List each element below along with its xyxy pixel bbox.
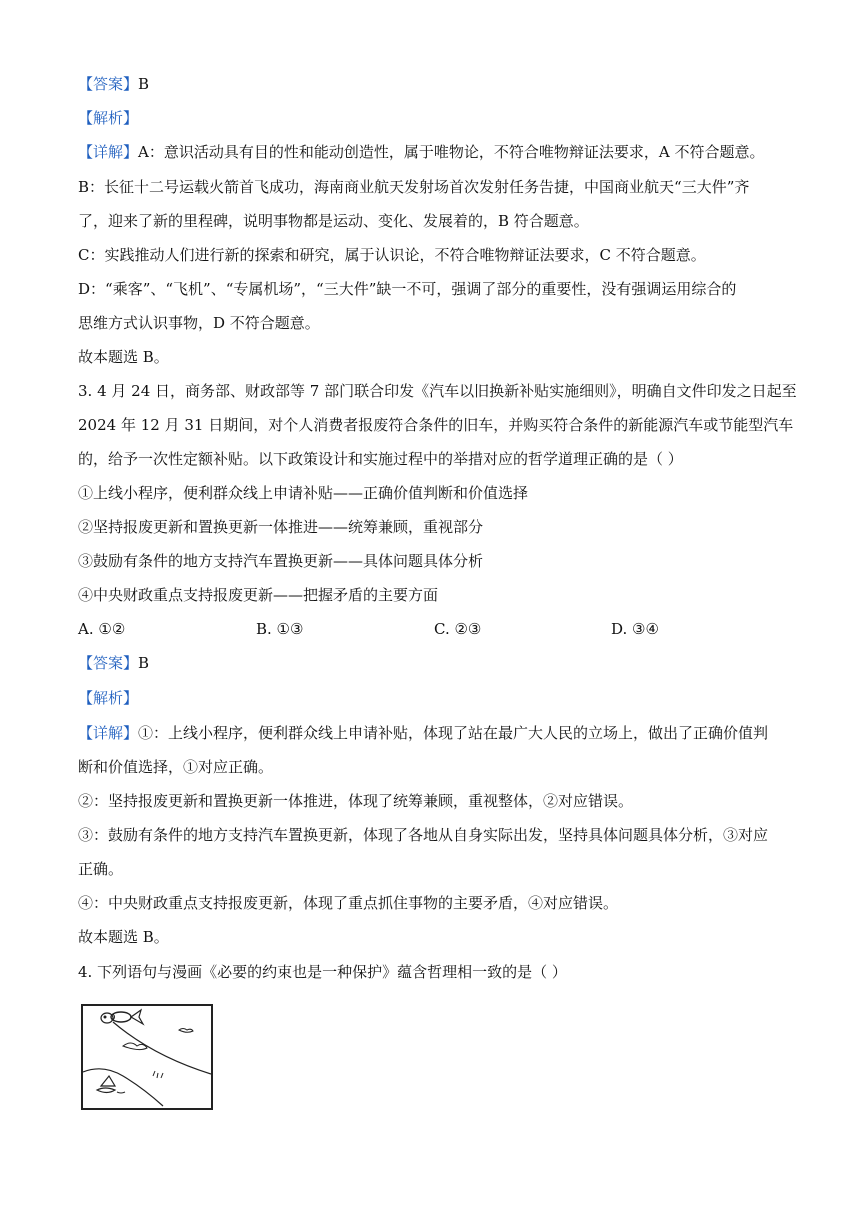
statement-item: ④中央财政重点支持报废更新——把握矛盾的主要方面: [78, 586, 439, 604]
detail-text: B：长征十二号运载火箭首飞成功，海南商业航天发射场首次发射任务告捷，中国商业航天“三大件”齐: [78, 178, 750, 196]
statement-item: ③鼓励有条件的地方支持汽车置换更新——具体问题具体分析: [78, 552, 484, 570]
conclusion-text: 故本题选 B。: [78, 348, 169, 366]
detail-text: ④：中央财政重点支持报废更新，体现了重点抓住事物的主要矛盾，④对应错误。: [78, 894, 619, 912]
answer-tag: 【答案】: [78, 75, 139, 93]
answer-line: [78, 653, 790, 673]
statement-item: ①上线小程序，便利群众线上申请补贴——正确价值判断和价值选择: [78, 484, 529, 502]
fallen-kite-icon: [97, 1076, 125, 1093]
detail-tag: 【详解】: [78, 724, 139, 742]
hill: [83, 1069, 163, 1106]
detail-line: 【详解】A：意识活动具有目的性和能动创造性，属于唯物论，不符合唯物辩证法要求，A 不符合题意。: [78, 143, 765, 161]
detail-text: ③：鼓励有条件的地方支持汽车置换更新，体现了各地从自身实际出发，坚持具体问题具体分析，③对应: [78, 826, 769, 844]
answer-value: B: [138, 75, 150, 93]
answer-value: B: [138, 654, 150, 672]
answer-line: [78, 74, 790, 94]
option-b: B. ①③: [256, 620, 304, 638]
detail-text: 正确。: [78, 860, 124, 878]
analysis-tag: 【解析】: [78, 689, 139, 707]
detail-text: 了，迎来了新的里程碑，说明事物都是运动、变化、发展着的，B 符合题意。: [78, 212, 589, 230]
question-stem: 的，给予一次性定额补贴。以下政策设计和实施过程中的举措对应的哲学道理正确的是（ ）: [78, 450, 683, 468]
statement-item: ②坚持报废更新和置换更新一体推进——统筹兼顾，重视部分: [78, 518, 484, 536]
option-c: C. ②③: [434, 620, 482, 638]
detail-line: 【详解】①：上线小程序，便利群众线上申请补贴，体现了站在最广大人民的立场上，做出了正确价值判: [78, 724, 769, 742]
detail-text: 思维方式认识事物，D 不符合题意。: [78, 314, 320, 332]
question-stem: 2024 年 12 月 31 日期间，对个人消费者报废符合条件的旧车，并购买符合条件的新能源汽车或节能型汽车: [78, 416, 794, 434]
detail-text: 断和价值选择，①对应正确。: [78, 758, 274, 776]
comic-drawing: [83, 1006, 211, 1108]
grass: [153, 1071, 163, 1078]
question-stem: 3. 4 月 24 日，商务部、财政部等 7 部门联合印发《汽车以旧换新补贴实施细则》，明确自文件印发之日起至: [78, 382, 797, 400]
analysis-tag: 【解析】: [78, 109, 139, 127]
detail-text: ②：坚持报废更新和置换更新一体推进，体现了统筹兼顾，重视整体，②对应错误。: [78, 792, 634, 810]
comic-illustration: [81, 1004, 213, 1110]
answer-tag: 【答案】: [78, 654, 139, 672]
conclusion-text: 故本题选 B。: [78, 928, 169, 946]
detail-text: D：“乘客”、“飞机”、“专属机场”，“三大件”缺一不可，强调了部分的重要性，没有强调运用综合的: [78, 280, 737, 298]
detail-tag: 【详解】: [78, 143, 139, 161]
question-stem: 4. 下列语句与漫画《必要的约束也是一种保护》蕴含哲理相一致的是（ ）: [78, 963, 567, 981]
cloud: [179, 1029, 193, 1033]
option-d: D. ③④: [611, 620, 659, 638]
detail-text: C：实践推动人们进行新的探索和研究，属于认识论，不符合唯物辩证法要求，C 不符合题意。: [78, 246, 706, 264]
kite-icon: [101, 1010, 143, 1024]
option-a: A. ①②: [78, 620, 126, 638]
